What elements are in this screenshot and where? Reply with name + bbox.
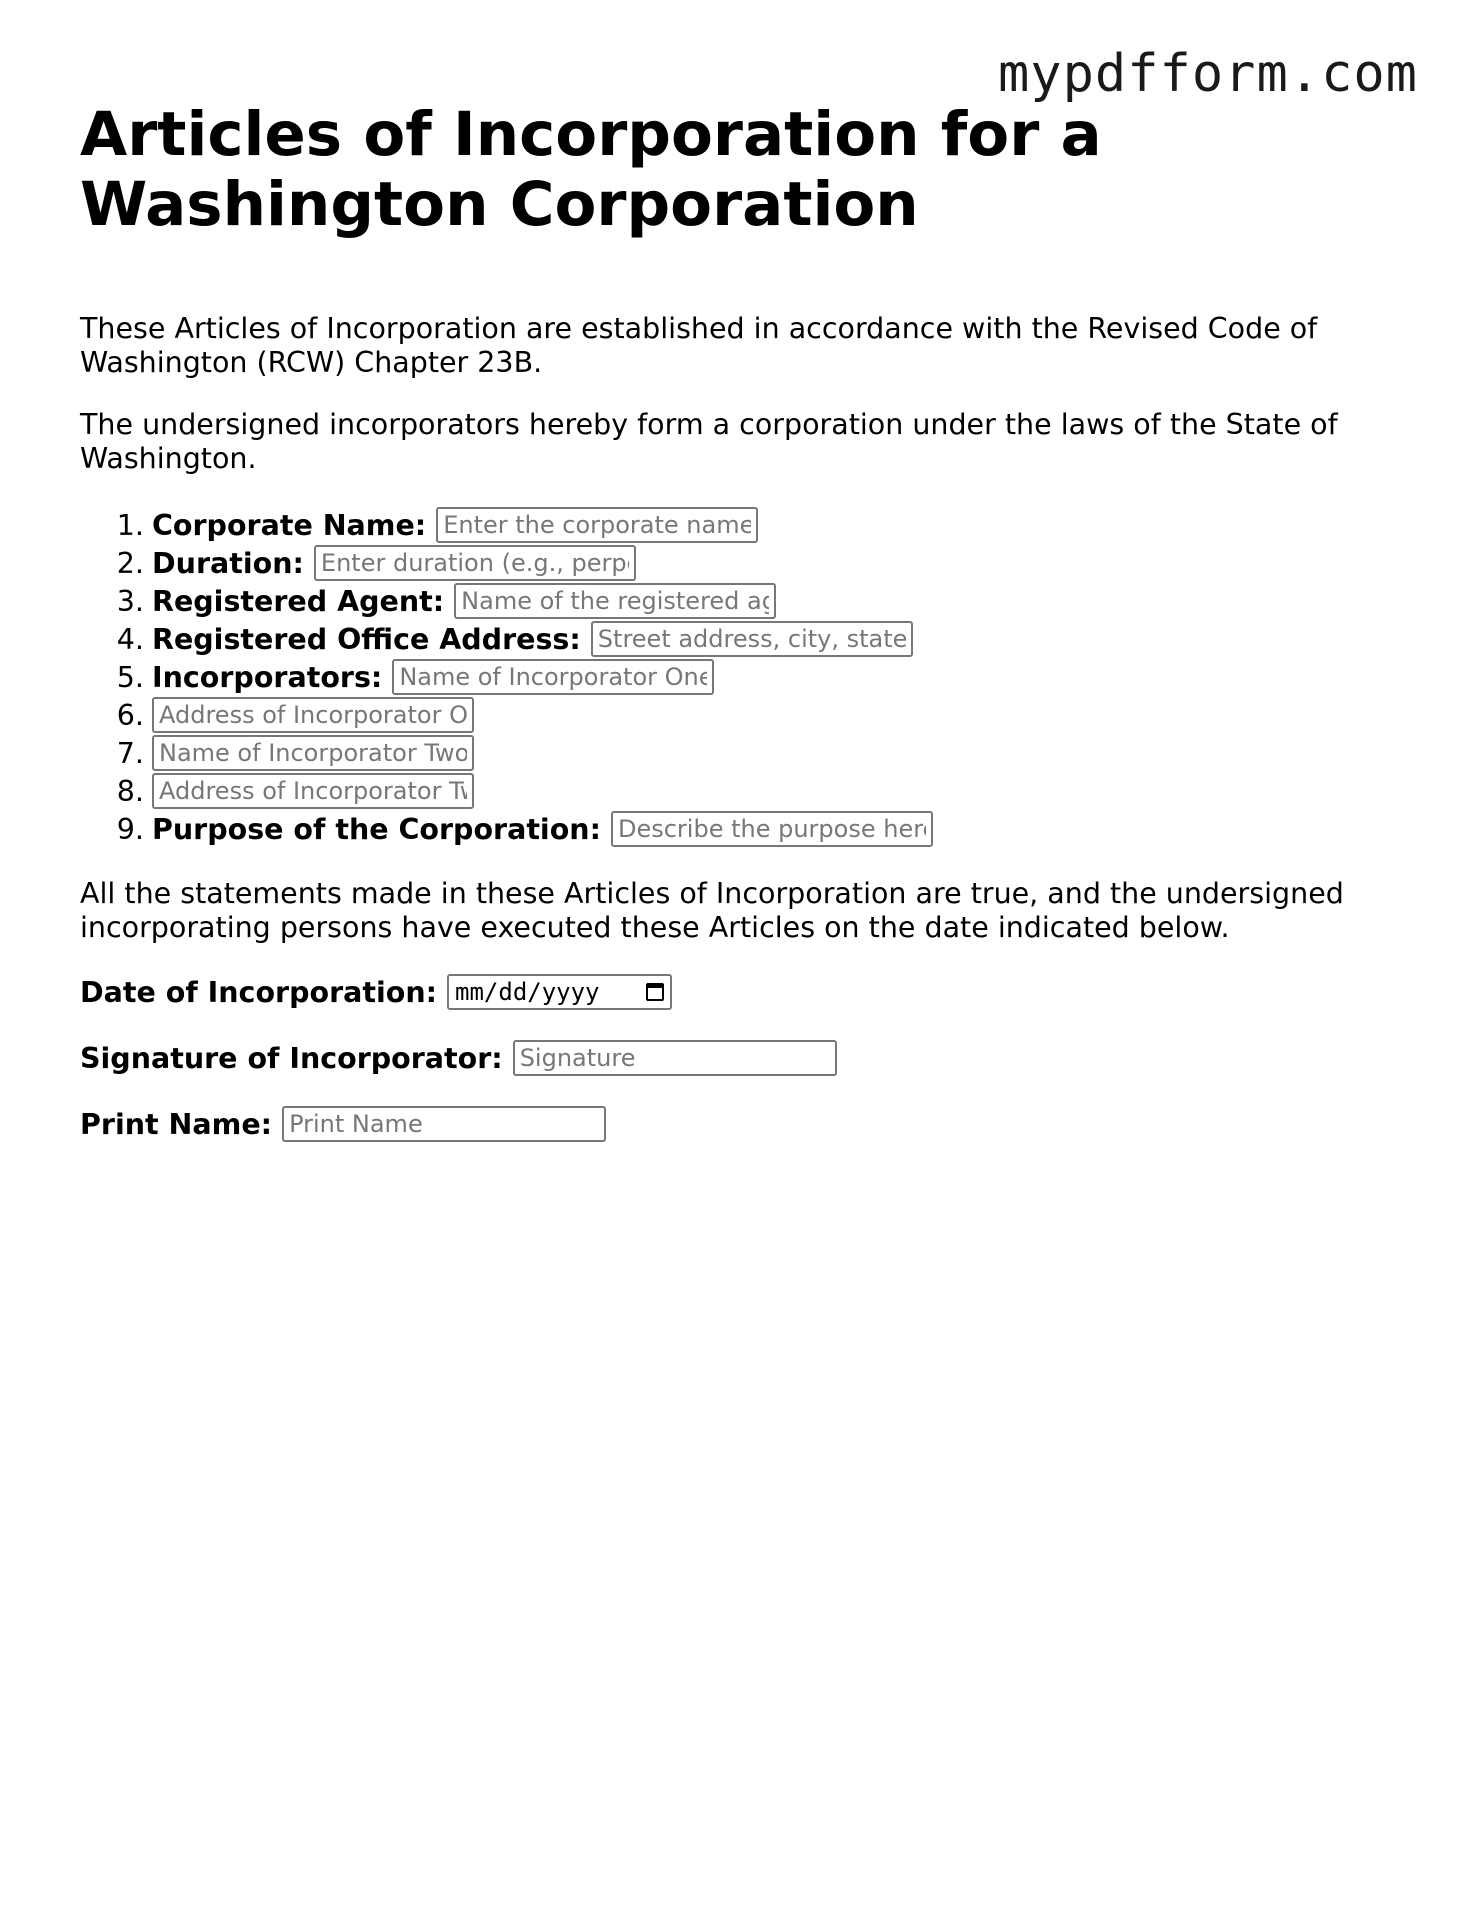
date-label: Date of Incorporation: [80, 975, 438, 1009]
registered-agent-input[interactable] [454, 583, 776, 619]
list-item-incorporator-two-address [80, 772, 1390, 810]
list-item-duration [80, 544, 1390, 582]
item-number: 3. [116, 584, 144, 618]
list-item-registered-agent [80, 582, 1390, 620]
intro-paragraph-rcw: These Articles of Incorporation are established in accordance with the Revised Code of Washington (RCW) Chapter 23B. [80, 312, 1318, 379]
list-item-incorporator-two-name [80, 734, 1390, 772]
signature-row [80, 1039, 1390, 1077]
item-number: 2. [116, 546, 144, 580]
item-number: 6. [116, 698, 144, 732]
item-number: 1. [116, 508, 144, 542]
page-title: Articles of Incorporation for a Washington Corporation [80, 99, 1102, 240]
registered-agent-label: Registered Agent: [152, 584, 445, 618]
incorporator-one-name-input[interactable] [392, 659, 714, 695]
articles-list [80, 506, 1390, 848]
date-input[interactable] [447, 974, 672, 1010]
item-number: 9. [116, 812, 144, 846]
list-item-corporate-name [80, 506, 1390, 544]
form-document [80, 100, 1390, 1143]
corporate-name-input[interactable] [436, 507, 758, 543]
intro-paragraph-incorporators: The undersigned incorporators hereby form a corporation under the laws of the State of Washington. [80, 408, 1338, 475]
duration-input[interactable] [314, 545, 636, 581]
item-number: 4. [116, 622, 144, 656]
print-name-label: Print Name: [80, 1107, 273, 1141]
incorporators-label: Incorporators: [152, 660, 383, 694]
list-item-incorporators [80, 658, 1390, 696]
list-item-purpose [80, 810, 1390, 848]
purpose-label: Purpose of the Corporation: [152, 812, 601, 846]
incorporator-two-address-input[interactable] [152, 773, 474, 809]
print-name-row [80, 1105, 1390, 1143]
incorporator-one-address-input[interactable] [152, 697, 474, 733]
statement-paragraph: All the statements made in these Articles of Incorporation are true, and the undersigned incorporating persons have executed these Articles on the date indicated below. [80, 877, 1344, 944]
duration-label: Duration: [152, 546, 304, 580]
item-number: 8. [116, 774, 144, 808]
list-item-incorporator-one-address [80, 696, 1390, 734]
corporate-name-label: Corporate Name: [152, 508, 427, 542]
calendar-icon[interactable] [646, 983, 664, 1001]
watermark: mypdfform.com [998, 44, 1418, 104]
date-placeholder: mm/dd/yyyy [455, 978, 600, 1006]
incorporator-two-name-input[interactable] [152, 735, 474, 771]
item-number: 7. [116, 736, 144, 770]
print-name-input[interactable] [282, 1106, 606, 1142]
purpose-input[interactable] [611, 811, 933, 847]
list-item-registered-office [80, 620, 1390, 658]
date-row [80, 973, 1390, 1011]
item-number: 5. [116, 660, 144, 694]
signature-input[interactable] [513, 1040, 837, 1076]
registered-office-label: Registered Office Address: [152, 622, 581, 656]
registered-office-input[interactable] [591, 621, 913, 657]
signature-label: Signature of Incorporator: [80, 1041, 503, 1075]
